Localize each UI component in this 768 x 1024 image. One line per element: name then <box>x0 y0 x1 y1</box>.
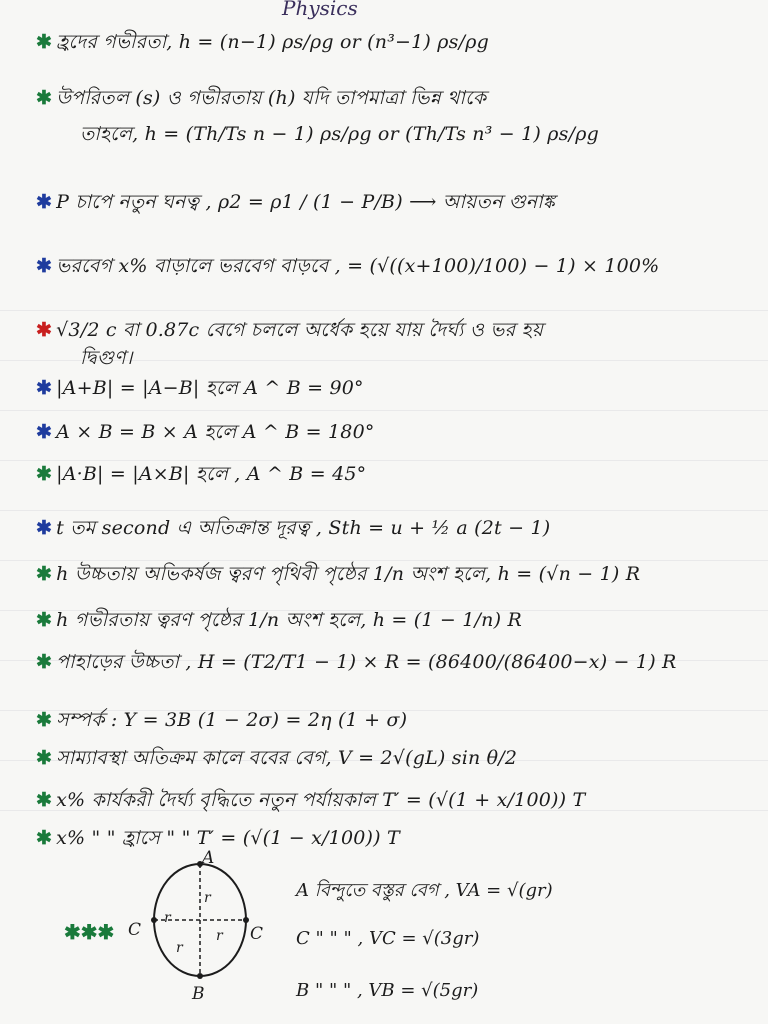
bullet-star-icon: ✱ <box>36 31 53 53</box>
ruled-line <box>0 510 768 511</box>
formula-line <box>36 826 752 850</box>
formula-line <box>36 376 752 400</box>
formula-line <box>36 562 752 586</box>
formula-text: A × B = B × A হলে A ^ B = 180° <box>56 421 375 443</box>
formula-text: x% " " হ্রাসে " " T′ = (√(1 − x/100)) T <box>56 827 400 849</box>
ruled-line <box>0 310 768 311</box>
point-c-right <box>243 917 249 923</box>
formula-line <box>36 746 752 770</box>
formula-line <box>80 122 768 146</box>
formula-text: পাহাড়ের উচ্চতা , H = (T2/T1 − 1) × R = (86400/(86400−x) − 1) R <box>56 651 677 673</box>
velocity-text: " " " , VC = √(3gr) <box>315 928 480 949</box>
bullet-star-icon: ✱ <box>36 789 53 811</box>
point-name: B <box>296 980 310 1001</box>
formula-line <box>36 788 752 812</box>
formula-text: উপরিতল (s) ও গভীরতায় (h) যদি তাপমাত্রা ভিন্ন থাকে <box>56 87 487 109</box>
formula-text: h গভীরতায় ত্বরণ পৃষ্ঠের 1/n অংশ হলে, h = (1 − 1/n) R <box>56 609 522 631</box>
formula-text: t তম second এ অতিক্রান্ত দূরত্ব , Sth = u + ½ a (2t − 1) <box>56 517 551 539</box>
triple-star-marker: ✱✱✱ <box>64 920 115 944</box>
bullet-star-icon: ✱ <box>36 377 53 399</box>
formula-text: ভরবেগ x% বাড়ালে ভরবেগ বাড়বে , = (√((x+100)/100) − 1) × 100% <box>56 255 660 277</box>
bullet-star-icon: ✱ <box>36 651 53 673</box>
velocity-text: " " " , VB = √(5gr) <box>314 980 479 1001</box>
bullet-star-icon: ✱ <box>36 191 53 213</box>
velocity-text: বিন্দুতে বস্তুর বেগ , VA = √(gr) <box>314 880 553 901</box>
bullet-star-icon: ✱ <box>36 87 53 109</box>
diagram-label-c-right: C <box>250 924 264 944</box>
velocity-row-a <box>296 876 553 907</box>
velocity-row-b <box>296 980 478 1001</box>
formula-text: √3/2 c বা 0.87c বেগে চললে অর্ধেক হয়ে যায় দৈর্ঘ্য ও ভর হয় <box>56 319 544 341</box>
formula-line <box>36 708 752 732</box>
ruled-line <box>0 410 768 411</box>
bullet-star-icon: ✱ <box>36 421 53 443</box>
formula-text: h উচ্চতায় অভিকর্ষজ ত্বরণ পৃথিবী পৃষ্ঠের 1/n অংশ হলে, h = (√n − 1) R <box>56 563 641 585</box>
bullet-star-icon: ✱ <box>36 747 53 769</box>
ruled-line <box>0 460 768 461</box>
radius-label: r <box>204 890 211 906</box>
bullet-star-icon: ✱ <box>36 609 53 631</box>
diagram-label-a: A <box>202 848 215 868</box>
formula-text: হ্রদের গভীরতা, h = (n−1) ρs/ρg or (n³−1) ρs/ρg <box>56 31 489 53</box>
formula-line <box>36 318 752 342</box>
formula-text: P চাপে নতুন ঘনত্ব , ρ2 = ρ1 / (1 − P/B) ⟶ আয়তন গুনাঙ্ক <box>56 191 555 213</box>
point-c-left <box>151 917 157 923</box>
radius-label: r <box>216 928 223 944</box>
velocity-row-c <box>296 928 479 949</box>
radius-label: r <box>176 940 183 956</box>
formula-text: দ্বিগুণ। <box>80 347 133 369</box>
bullet-star-icon: ✱ <box>36 517 53 539</box>
formula-text: সাম্যাবস্থা অতিক্রম কালে ববের বেগ, V = 2√(gL) sin θ/2 <box>56 747 518 769</box>
page-heading: Physics <box>282 0 358 20</box>
formula-text: x% কার্যকরী দৈর্ঘ্য বৃদ্ধিতে নতুন পর্যায়কাল T′ = (√(1 + x/100)) T <box>56 789 586 811</box>
formula-line <box>36 516 752 540</box>
formula-text: তাহলে, h = (Th/Ts n − 1) ρs/ρg or (Th/Ts n³ − 1) ρs/ρg <box>80 123 599 145</box>
point-name: A <box>296 880 309 901</box>
point-name: C <box>296 928 310 949</box>
formula-text: |A+B| = |A−B| হলে A ^ B = 90° <box>56 377 364 399</box>
bullet-star-icon: ✱ <box>36 463 53 485</box>
formula-line <box>36 30 752 54</box>
bullet-star-icon: ✱ <box>36 827 53 849</box>
formula-line <box>36 420 752 444</box>
diagram-label-b: B <box>192 984 205 1004</box>
bullet-star-icon: ✱ <box>36 319 53 341</box>
formula-line <box>36 462 752 486</box>
formula-text: |A·B| = |A×B| হলে , A ^ B = 45° <box>56 463 367 485</box>
formula-line <box>36 190 752 214</box>
formula-text: সম্পর্ক : Y = 3B (1 − 2σ) = 2η (1 + σ) <box>56 709 408 731</box>
bullet-star-icon: ✱ <box>36 709 53 731</box>
point-b <box>197 973 203 979</box>
formula-line <box>36 608 752 632</box>
formula-line <box>36 650 752 674</box>
formula-line <box>80 346 768 370</box>
formula-line <box>36 86 752 110</box>
diagram-label-c-left: C <box>128 920 142 940</box>
bullet-star-icon: ✱ <box>36 255 53 277</box>
ruled-line <box>0 560 768 561</box>
bullet-star-icon: ✱ <box>36 563 53 585</box>
radius-label: r <box>164 910 171 926</box>
formula-line <box>36 254 752 278</box>
